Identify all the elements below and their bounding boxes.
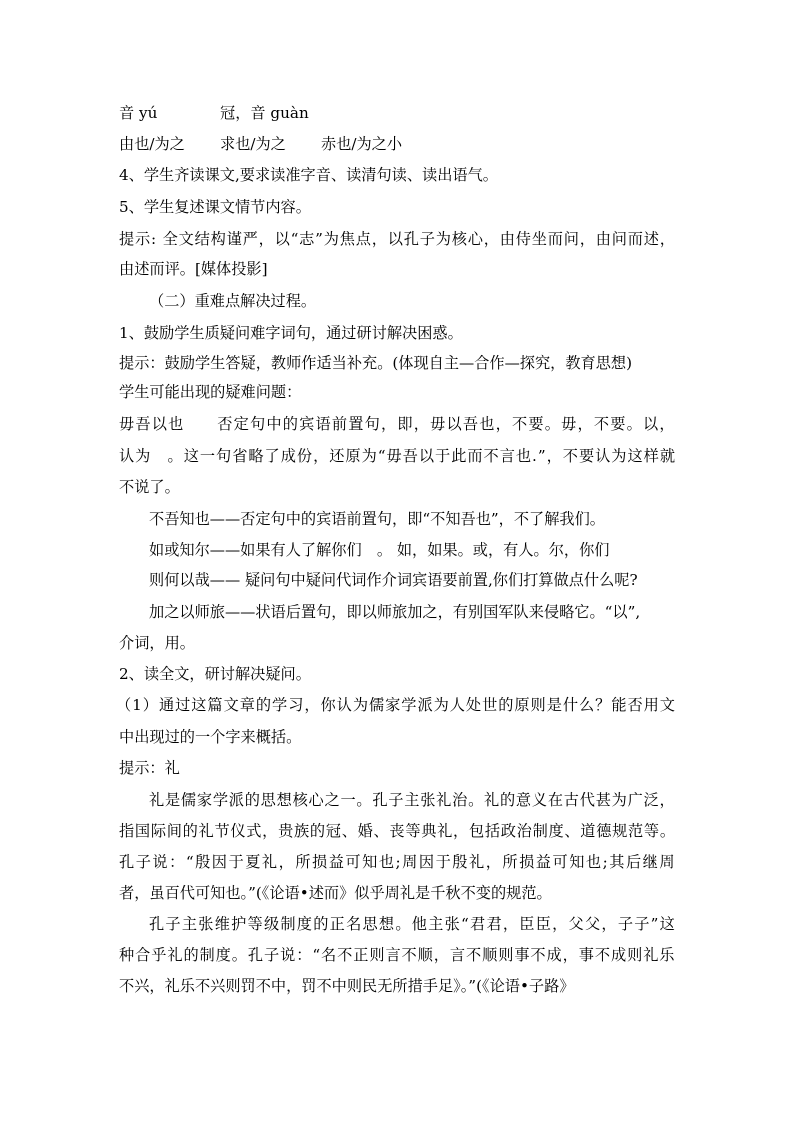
paragraph-li-line3: 孔 子 说 ： “ 殷 因 于 夏 礼 ， 所 损 益 可 知 也 ; 周 因 于 殷 礼 ， 所 损 益 可 知 也 ; 其 后 继 周 <box>119 853 675 871</box>
step-5: 5、学生复述课文情节内容。 <box>119 198 311 216</box>
difficulty-5-line2: 介词，用。 <box>119 634 195 652</box>
pronunciation-line <box>119 103 309 123</box>
phrase-chi: 赤也/为之小 <box>321 135 403 153</box>
difficulty-1-line3: 不说了。 <box>119 478 180 496</box>
paragraph-li-line4: 者，虽百代可知也。”(《论语•述而》似乎周礼是千秋不变的规范。 <box>119 884 552 902</box>
hint-structure-line2: 由述而评。[媒体投影] <box>119 260 268 278</box>
paragraph-li-line1: 礼 是 儒 家 学 派 的 思 想 核 心 之 一 。 孔 子 主 张 礼 治 。 礼 的 意 义 在 古 代 甚 为 广 泛 ， <box>149 791 675 809</box>
phrase-line <box>119 134 403 154</box>
paragraph-zhengming-line2: 种 合 乎 礼 的 制 度 。 孔 子 说 ： “ 名 不 正 则 言 不 顺 ， 言 不 顺 则 事 不 成 ， 事 不 成 则 礼 乐 <box>119 946 675 964</box>
hint-li: 提示：礼 <box>119 759 180 777</box>
paragraph-zhengming-line3: 不兴，礼乐不兴则罚不中，罚不中则民无所措手足》。”(《论语•子路》 <box>119 977 575 995</box>
step-4: 4、学生齐读课文,要求读准字音、读清句读、读出语气。 <box>119 166 498 184</box>
hint-answer: 提示：鼓励学生答疑，教师作适当补充。(体现自主—合作—探究，教育思想) <box>119 354 633 372</box>
difficulty-2: 不吾知也——否定句中的宾语前置句，即“不知吾也”，不了解我们。 <box>149 510 605 528</box>
difficulties-heading: 学生可能出现的疑难问题： <box>119 383 302 401</box>
step-1: 1、鼓励学生质疑问难字词句，通过研讨解决困惑。 <box>119 324 463 342</box>
difficulty-1-line2: 认 为 。 这 一 句 省 略 了 成 份 ， 还 原 为 “ 毋 吾 以 于 此 而 不 言 也 . ” ， 不 要 认 为 这 样 就 <box>119 447 675 465</box>
pronunciation-yu: 音 yú <box>119 104 158 122</box>
difficulty-5-line1: 加之以师旅——状语后置句，即以师旅加之，有别国军队来侵略它。“以”, <box>149 603 641 621</box>
phrase-qiu: 求也/为之 <box>220 135 286 153</box>
step-2: 2、读全文，研讨解决疑问。 <box>119 665 311 683</box>
hint-structure-line1: 提 示 : 全 文 结 构 谨 严 ， 以 “ 志 ” 为 焦 点 ， 以 孔 子 为 核 心 ， 由 侍 坐 而 问 ， 由 问 而 述 ， <box>119 230 675 248</box>
paragraph-zhengming-line1: 孔 子 主 张 维 护 等 级 制 度 的 正 名 思 想 。 他 主 张 “ 君 君 ， 臣 臣 ， 父 父 ， 子 子 ” 这 <box>149 915 675 933</box>
phrase-you: 由也/为之 <box>119 135 185 153</box>
difficulty-4: 则何以哉—— 疑问句中疑问代词作介词宾语要前置,你们打算做点什么呢? <box>149 571 638 589</box>
question-1-line2: 中出现过的一个字来概括。 <box>119 728 302 746</box>
difficulty-1-line1: 毋 吾 以 也 否 定 句 中 的 宾 语 前 置 句 ， 即 ， 毋 以 吾 也 ， 不 要 。 毋 ， 不 要 。 以 ， <box>119 415 675 433</box>
section-heading-2: （二）重难点解决过程。 <box>149 292 317 310</box>
difficulty-3: 如或知尔——如果有人了解你们 。 如，如果。或，有人。尔，你们 <box>149 541 610 559</box>
pronunciation-guan: 冠，音 guàn <box>220 104 309 122</box>
paragraph-li-line2: 指 国 际 间 的 礼 节 仪 式 ， 贵 族 的 冠 、 婚 、 丧 等 典 礼 ， 包 括 政 治 制 度 、 道 德 规 范 等 。 <box>119 822 675 840</box>
question-1-line1: （ 1 ） 通 过 这 篇 文 章 的 学 习 ， 你 认 为 儒 家 学 派 为 人 处 世 的 原 则 是 什 么 ？ 能 否 用 文 <box>116 696 675 714</box>
